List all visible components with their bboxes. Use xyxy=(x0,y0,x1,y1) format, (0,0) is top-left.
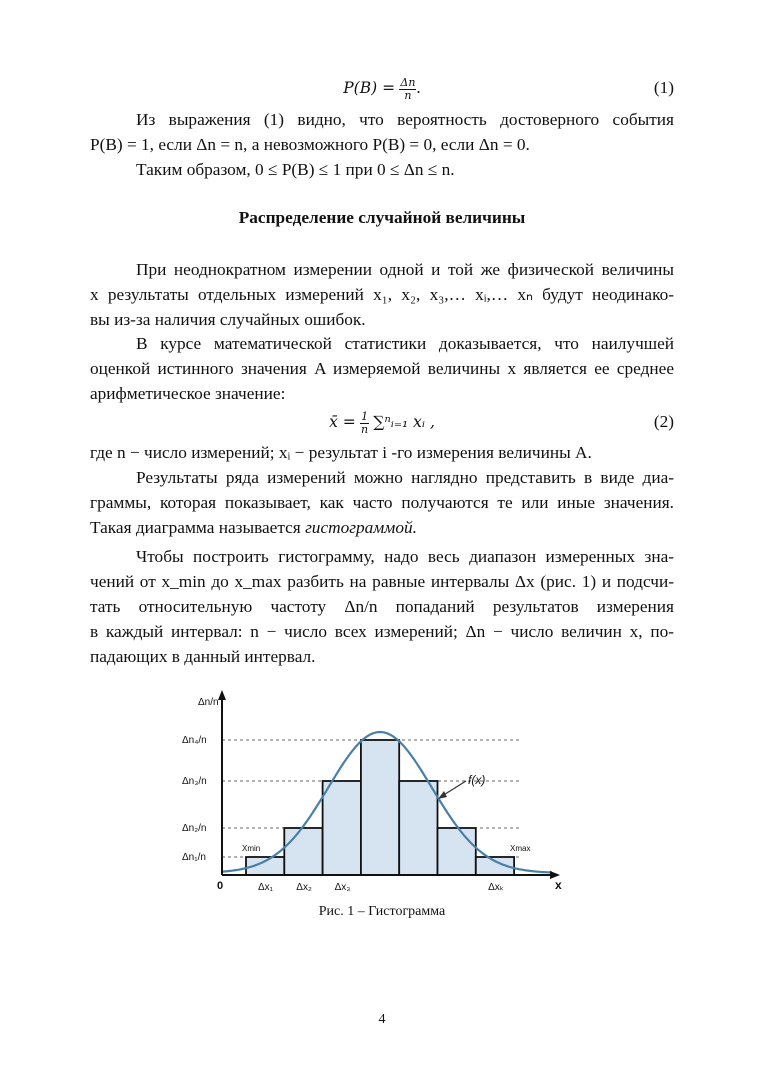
x-tick-label-3: Δx₃ xyxy=(334,882,351,893)
para4-line1: где n − число измерений; xᵢ − результат i -го измерения величины A. xyxy=(90,443,592,462)
para6-line5: падающих в данный интервал. xyxy=(90,647,316,666)
y-tick-label-4: Δn₄/n xyxy=(182,735,207,746)
para5-line3 xyxy=(90,516,674,540)
para1-line1: Из выражения (1) видно, что вероятность достоверного события xyxy=(136,110,674,129)
histogram-bar-5 xyxy=(399,781,437,875)
fraction-denominator: n xyxy=(361,422,369,436)
equation-1-lhs: P(B) = xyxy=(343,79,396,97)
fraction-numerator: 1 xyxy=(361,409,369,423)
equation-1-fraction xyxy=(399,77,416,102)
histogram-bar-6 xyxy=(438,828,476,875)
equation-2-number: (2) xyxy=(653,412,674,431)
para1-line2: P(B) = 1, если Δn = n, а невозможного P(B) = 0, если Δn = 0. xyxy=(90,135,530,154)
curve-pointer-arrow-icon xyxy=(438,791,447,799)
y-tick-label-2: Δn₂/n xyxy=(182,823,207,834)
origin-label: 0 xyxy=(217,880,224,892)
y-axis-arrow-icon xyxy=(218,690,226,700)
page-number: 4 xyxy=(378,1012,386,1027)
para5-line2: граммы, которая показывает, как часто получаются те или иные значения. xyxy=(90,493,674,512)
curve-label: f(x) xyxy=(468,773,486,787)
xmax-label: Xmax xyxy=(510,844,531,853)
equation-1-tail: . xyxy=(416,78,421,97)
para1-line3: Таким образом, 0 ≤ P(B) ≤ 1 при 0 ≤ Δn ≤ n. xyxy=(136,160,455,179)
x-tick-label-1: Δx₁ xyxy=(258,882,274,893)
y-tick-label-3: Δn₃/n xyxy=(182,776,207,787)
equation-2 xyxy=(90,410,674,436)
equation-2-fraction xyxy=(360,411,369,436)
equation-1-number: (1) xyxy=(653,78,674,97)
para2-line2: x результаты отдельных измерений x₁, x₂, x₃,… xᵢ,… xₙ будут неодинако- xyxy=(90,285,674,304)
para3-line3: арифметическое значение: xyxy=(90,384,286,403)
para3-line2: оценкой истинного значения A измеряемой величины x является ее среднее xyxy=(90,359,674,378)
para5-line3-text: Такая диаграмма называется xyxy=(90,518,306,537)
equation-2-sum: ∑ⁿᵢ₌₁ xᵢ , xyxy=(373,413,435,431)
fraction-denominator: n xyxy=(404,88,412,102)
x-axis-label: x xyxy=(555,878,562,892)
x-tick-label-2: Δx₂ xyxy=(296,882,312,893)
equation-1 xyxy=(90,76,674,102)
para6-line3: тать относительную частоту Δn/n попаданий результатов измерения xyxy=(90,597,674,616)
histogram-bar-2 xyxy=(284,828,322,875)
figure-caption: Рис. 1 – Гистограмма xyxy=(318,904,446,919)
para6-line1: Чтобы построить гистограмму, надо весь диапазон измеренных зна- xyxy=(136,547,674,566)
fraction-numerator: Δn xyxy=(400,75,416,89)
para2-line3: вы из-за наличия случайных ошибок. xyxy=(90,310,366,329)
y-tick-label-1: Δn₁/n xyxy=(182,852,206,863)
para5-line1: Результаты ряда измерений можно наглядно представить в виде диа- xyxy=(136,468,674,487)
para6-line4: в каждый интервал: n − число всех измерений; Δn − число величин x, по- xyxy=(90,622,674,641)
section-heading: Распределение случайной величины xyxy=(238,208,526,227)
para6-line2: чений от x_min до x_max разбить на равные интервалы Δx (рис. 1) и подсчи- xyxy=(90,572,674,591)
equation-2-lhs: x̄ = xyxy=(329,413,356,431)
histogram-figure xyxy=(180,686,580,901)
curve-pointer-line xyxy=(442,781,466,796)
xmin-label: Xmin xyxy=(242,844,261,853)
para2-line1: При неоднократном измерении одной и той же физической величины xyxy=(136,260,674,279)
histogram-bar-3 xyxy=(323,781,361,875)
y-axis-label: Δn/n xyxy=(198,697,219,708)
para3-line1: В курсе математической статистики доказывается, что наилучшей xyxy=(136,334,674,353)
term-histogram: гистограммой. xyxy=(305,518,417,537)
histogram-bar-4 xyxy=(361,740,399,875)
x-tick-label-7: Δxₖ xyxy=(488,882,505,893)
